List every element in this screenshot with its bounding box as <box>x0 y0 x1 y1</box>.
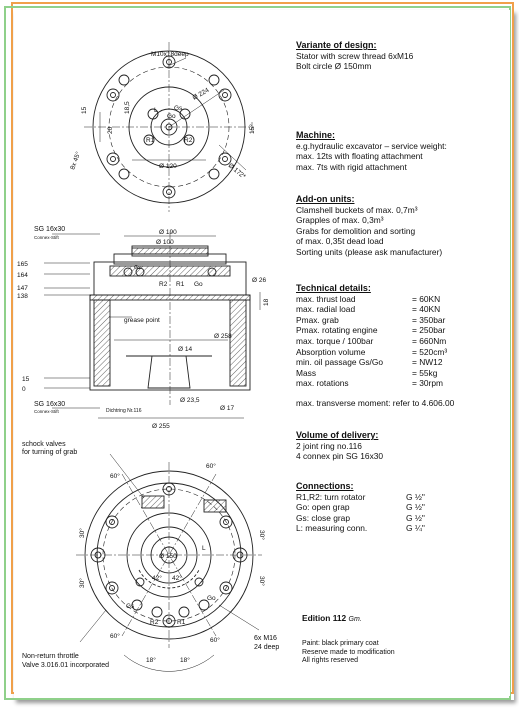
height-0-label: 0 <box>22 386 26 393</box>
machine-title: Machine: <box>296 130 336 140</box>
grease-point-label: grease point <box>124 317 160 324</box>
addon-line-2: Grapples of max. 0,3m³ <box>296 215 384 226</box>
height-138-label: 138 <box>17 293 28 300</box>
tech-row: min. oil passage Gs/Go = NW12 <box>296 357 443 368</box>
height-15-label: 15 <box>22 376 30 383</box>
tech-row: max. thrust load = 60KN <box>296 293 441 304</box>
footer-line-2: Reserve made to modification <box>302 648 395 656</box>
angle-18-b-label: 18° <box>180 657 190 664</box>
connection-row: Go: open grap G ½" <box>296 502 425 513</box>
angle-30-c-label: 30° <box>258 576 265 586</box>
dim-d23-5-label: Ø 23,5 <box>180 397 200 404</box>
footer-line-3: All rights reserved <box>302 657 359 665</box>
delivery-line-2: 4 connex pin SG 16x30 <box>296 451 384 462</box>
machine-line-3: max. 7ts with rigid attachment <box>296 161 407 172</box>
throttle-label: Non-return throttle <box>22 653 79 660</box>
design-line-1: Stator with screw thread 6xM16 <box>296 50 414 61</box>
dim-d14-label: Ø 14 <box>178 346 193 353</box>
machine-section <box>296 130 447 172</box>
connection-row: R1,R2: turn rotator G ½" <box>296 491 425 502</box>
tech-row: Pmax. grab = 350bar <box>296 314 446 325</box>
top-port-gs-label: Gs <box>174 105 183 112</box>
throttle-sub-label: Valve 3.016.01 incorporated <box>22 662 110 669</box>
angle-60-b-label: 60° <box>206 463 216 470</box>
datasheet-page <box>14 10 510 696</box>
angle-30-a-label: 30° <box>258 530 265 540</box>
bottom-port-r2-label: R2 <box>150 619 159 626</box>
dim-d26-label: Ø 26 <box>252 277 267 284</box>
footer-notes <box>302 640 395 666</box>
bottom-thread-depth-label: 24 deep <box>254 644 280 651</box>
addon-line-4: of max. 0,35t dead load <box>296 236 384 247</box>
delivery-section <box>296 430 383 462</box>
design-section <box>296 40 413 72</box>
dim-d17-label: Ø 17 <box>220 405 235 412</box>
addon-line-3: Grabs for demolition and sorting <box>296 225 416 236</box>
bottom-port-l-label: L <box>202 545 206 552</box>
angle-30-b-label: 30° <box>79 528 86 538</box>
dim-d224-label: Ø 224 <box>191 86 211 102</box>
addon-section <box>296 194 442 258</box>
height-165-label: 165 <box>17 261 28 268</box>
top-port-r2-label: R2 <box>184 137 193 144</box>
dim-18-5-label: 18,5 <box>124 101 131 114</box>
machine-line-2: max. 12ts with floating attachment <box>296 151 423 162</box>
connections-section <box>296 481 425 534</box>
height-147-label: 147 <box>17 285 28 292</box>
connections-title: Connections: <box>296 481 354 491</box>
dim-15-label: 15 <box>81 106 88 114</box>
tech-row: max. rotations = 30rpm <box>296 378 443 389</box>
footer-line-1: Paint: black primary coat <box>302 640 379 647</box>
addon-line-5: Sorting units (please ask manufacturer) <box>296 246 443 257</box>
machine-line-1: e.g.hydraulic excavator – service weight: <box>296 140 447 151</box>
dim-d172-label: Ø 172* <box>226 162 247 181</box>
sg-bottom-label: SG 16x30 <box>34 401 66 408</box>
edition-label: Edition 112 <box>302 613 347 623</box>
tech-row: Pmax. rotating engine = 250bar <box>296 325 446 336</box>
dim-d120-label: Ø 120 <box>159 163 177 170</box>
angle-30-d-label: 30° <box>79 578 86 588</box>
delivery-line-1: 2 joint ring no.116 <box>296 440 362 451</box>
angle-60-d-label: 60° <box>210 637 220 644</box>
dim-d258-label: Ø 258 <box>214 333 232 340</box>
top-port-r1-label: R1 <box>146 137 155 144</box>
height-164-label: 164 <box>17 272 28 279</box>
connection-row: Gs: close grap G ½" <box>296 512 425 523</box>
bottom-port-go-label: Go <box>207 595 216 602</box>
addon-line-1: Clamshell buckets of max. 0,7m³ <box>296 204 418 215</box>
dim-d190-label: Ø 190 <box>159 229 177 236</box>
dim-20-label: 20 <box>107 126 114 134</box>
bottom-thread-label: 6x M16 <box>254 635 277 642</box>
dim-m10-label: M10x18deep <box>151 51 189 58</box>
top-port-l-label: L <box>154 107 158 114</box>
technical-section <box>296 283 454 409</box>
tech-row: max. radial load = 40KN <box>296 304 441 315</box>
addon-title: Add-on units: <box>296 194 355 204</box>
transverse-moment-note: max. transverse moment: refer to 4.606.00 <box>296 397 455 408</box>
dim-d150-label: Ø 150 <box>159 553 177 560</box>
bottom-port-gs-label: Gs <box>126 603 135 610</box>
bottom-port-r1-label: R1 <box>177 619 186 626</box>
design-title: Variante of design: <box>296 40 377 50</box>
tech-row: Mass = 55kg <box>296 367 438 378</box>
angle-42-a-label: 42° <box>152 575 162 582</box>
top-port-go-label: Go <box>167 113 176 120</box>
bottom-view-flange <box>76 454 262 671</box>
section-view <box>44 232 260 418</box>
shock-valves-sub-label: for turning of grab <box>22 449 78 456</box>
tech-row: max. torque / 100bar = 660Nm <box>296 335 447 346</box>
dim-15deg-label: 15° <box>249 124 256 134</box>
angle-60-c-label: 60° <box>110 633 120 640</box>
connex-bottom-label: Connex-Stift <box>34 409 59 414</box>
design-line-2: Bolt circle Ø 150mm <box>296 61 372 72</box>
technical-title: Technical details: <box>296 283 371 293</box>
dim-18-label: 18 <box>263 298 270 306</box>
section-r2-label: R2 <box>159 281 168 288</box>
edition-signature: Gm. <box>348 616 362 623</box>
sg-top-label: SG 16x30 <box>34 226 66 233</box>
angle-42-b-label: 42° <box>172 575 182 582</box>
dim-d255-label: Ø 255 <box>152 423 170 430</box>
tech-row: Absorption volume = 520cm³ <box>296 346 448 357</box>
shock-valves-label: schock valves <box>22 441 66 448</box>
dim-d100-label: Ø 100 <box>156 239 174 246</box>
seal-ring-label: Dichtring Nr.116 <box>106 408 142 414</box>
technical-drawing <box>14 10 304 696</box>
angle-60-a-label: 60° <box>110 473 120 480</box>
dim-8x45-label: 8x 45° <box>69 150 83 171</box>
section-gs-label: Gs <box>134 265 142 271</box>
edition-line <box>302 613 362 626</box>
angle-18-a-label: 18° <box>146 657 156 664</box>
connection-row: L: measuring conn. G ¼" <box>296 523 425 534</box>
section-r1-label: R1 <box>176 281 185 288</box>
section-go-label: Go <box>194 281 203 288</box>
delivery-title: Volume of delivery: <box>296 430 379 440</box>
connex-top-label: Connex-Stift <box>34 235 59 240</box>
